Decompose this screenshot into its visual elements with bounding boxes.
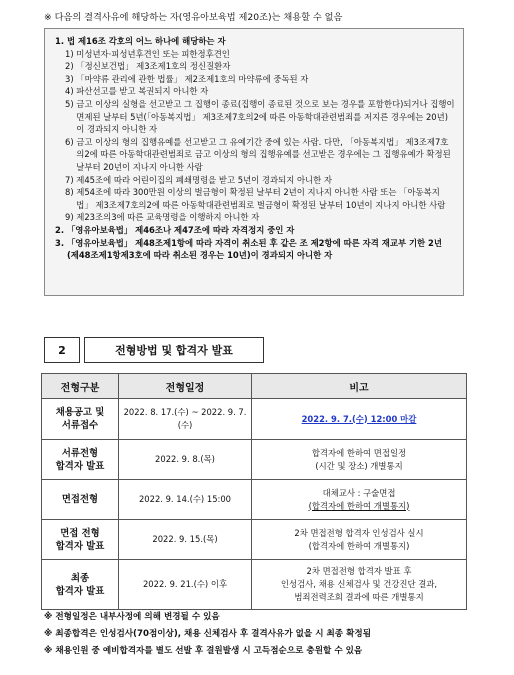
stage-cell: 채용공고 및 서류접수 bbox=[42, 399, 119, 440]
table-header-row bbox=[42, 374, 467, 399]
column-header: 비고 bbox=[252, 374, 467, 399]
note-cell: 대체교사 : 구술면접 (합격자에 한하여 개별통지) bbox=[252, 480, 467, 520]
disq-sub-list bbox=[55, 48, 455, 224]
disq-sub-item: 1) 미성년자·피성년후견인 또는 피한정후견인 bbox=[65, 48, 230, 59]
note-cell: 2차 면접전형 합격자 인성검사 실시 (합격자에 한하여 개별통지) bbox=[252, 520, 467, 560]
disq-sub-item: 7) 제45조에 따라 어린이집의 폐쇄명령을 받고 5년이 경과되지 아니한 자 bbox=[65, 174, 332, 185]
table-row bbox=[42, 480, 467, 520]
disq-sub-item: 6) 금고 이상의 형의 집행유예를 선고받고 그 유예기간 중에 있는 사람. 다만, 「아동복지법」 제3조제7호의2에 따른 아동학대관련범죄로 금고 이상의 형의 집행유예를 선고받은 경우에는 그 집행유예가 확정된 날부터 20년이 지나지 아니한 사람 bbox=[65, 136, 451, 172]
schedule-table bbox=[41, 373, 467, 610]
note-cell: 합격자에 한하여 면접일정 (시간 및 장소) 개별통지 bbox=[252, 440, 467, 480]
note-cell bbox=[252, 399, 467, 440]
disq-sub-item: 3) 「마약류 관리에 관한 법률」 제2조제1호의 마약류에 중독된 자 bbox=[65, 73, 309, 84]
date-cell: 2022. 9. 8.(목) bbox=[119, 440, 252, 480]
disq-item-3: 3. 「영유아보육법」 제48조제1항에 따라 자격이 취소된 후 같은 조 제2항에 따른 자격 재교부 기한 2년 (제48조제1항제3호에 따라 취소된 경우는 10년)이 경과되지 아니한 자 bbox=[55, 237, 442, 261]
table-row bbox=[42, 520, 467, 560]
stage-cell: 면접전형 bbox=[42, 480, 119, 520]
date-cell: 2022. 9. 15.(목) bbox=[119, 520, 252, 560]
footnotes bbox=[44, 609, 371, 660]
section-title: 전형방법 및 합격자 발표 bbox=[84, 337, 264, 363]
disq-sub-item: 5) 금고 이상의 실형을 선고받고 그 집행이 종료(집행이 종료된 것으로 보는 경우를 포함한다)되거나 집행이 면제된 날부터 5년(「아동복지법」 제3조제7호의2에 따른 아동학대관련범죄를 저지른 경우에는 20년)이 경과되지 아니한 자 bbox=[65, 98, 455, 135]
date-cell: 2022. 8. 17.(수) ~ 2022. 9. 7.(수) bbox=[119, 399, 252, 440]
footnote: ※ 채용인원 중 예비합격자를 별도 선발 후 결원발생 시 고득점순으로 충원할 수 있음 bbox=[44, 646, 363, 656]
footnote: ※ 최종합격은 인성검사(70점이상), 채용 신체검사 후 결격사유가 없을 시 최종 확정됨 bbox=[44, 629, 372, 639]
column-header: 전형구분 bbox=[42, 374, 119, 399]
disq-sub-item: 8) 제54조에 따라 300만원 이상의 벌금형이 확정된 날부터 2년이 지나지 아니한 사람 또는 「아동복지법」 제3조제7호의2에 따른 아동학대관련범죄로 벌금형이 확정된 날부터 10년이 지나지 아니한 사람 bbox=[65, 187, 446, 210]
deadline-note: 2022. 9. 7.(수) 12:00 마감 bbox=[301, 413, 417, 424]
disq-item-1: 1. 법 제16조 각호의 어느 하나에 해당하는 자 bbox=[55, 36, 226, 46]
table-row bbox=[42, 560, 467, 610]
disq-sub-item: 2) 「정신보건법」 제3조제1호의 정신질환자 bbox=[65, 61, 231, 72]
section-heading bbox=[44, 337, 264, 363]
note-cell: 2차 면접전형 합격자 발표 후 인성검사, 채용 신체검사 및 건강진단 결과, 범죄전력조회 결과에 따른 개별통지 bbox=[252, 560, 467, 610]
disqualification-intro: ※ 다음의 결격사유에 해당하는 자(영유아보육법 제20조)는 채용할 수 없음 bbox=[44, 12, 343, 23]
disq-item-2: 2. 「영유아보육법」 제46조나 제47조에 따라 자격정지 중인 자 bbox=[55, 224, 295, 235]
date-cell: 2022. 9. 21.(수) 이후 bbox=[119, 560, 252, 610]
date-cell: 2022. 9. 14.(수) 15:00 bbox=[119, 480, 252, 520]
table-row bbox=[42, 440, 467, 480]
footnote: ※ 전형일정은 내부사정에 의해 변경될 수 있음 bbox=[44, 612, 220, 622]
table-row bbox=[42, 399, 467, 440]
disq-sub-item: 4) 파산선고를 받고 복권되지 아니한 자 bbox=[65, 86, 209, 97]
stage-cell: 최종 합격자 발표 bbox=[42, 560, 119, 610]
column-header: 전형일정 bbox=[119, 374, 252, 399]
stage-cell: 서류전형 합격자 발표 bbox=[42, 440, 119, 480]
disq-sub-item: 9) 제23조의3에 따른 교육명령을 이행하지 아니한 자 bbox=[65, 212, 260, 223]
section-number: 2 bbox=[44, 337, 80, 363]
disqualification-box bbox=[44, 28, 464, 296]
stage-cell: 면접 전형 합격자 발표 bbox=[42, 520, 119, 560]
